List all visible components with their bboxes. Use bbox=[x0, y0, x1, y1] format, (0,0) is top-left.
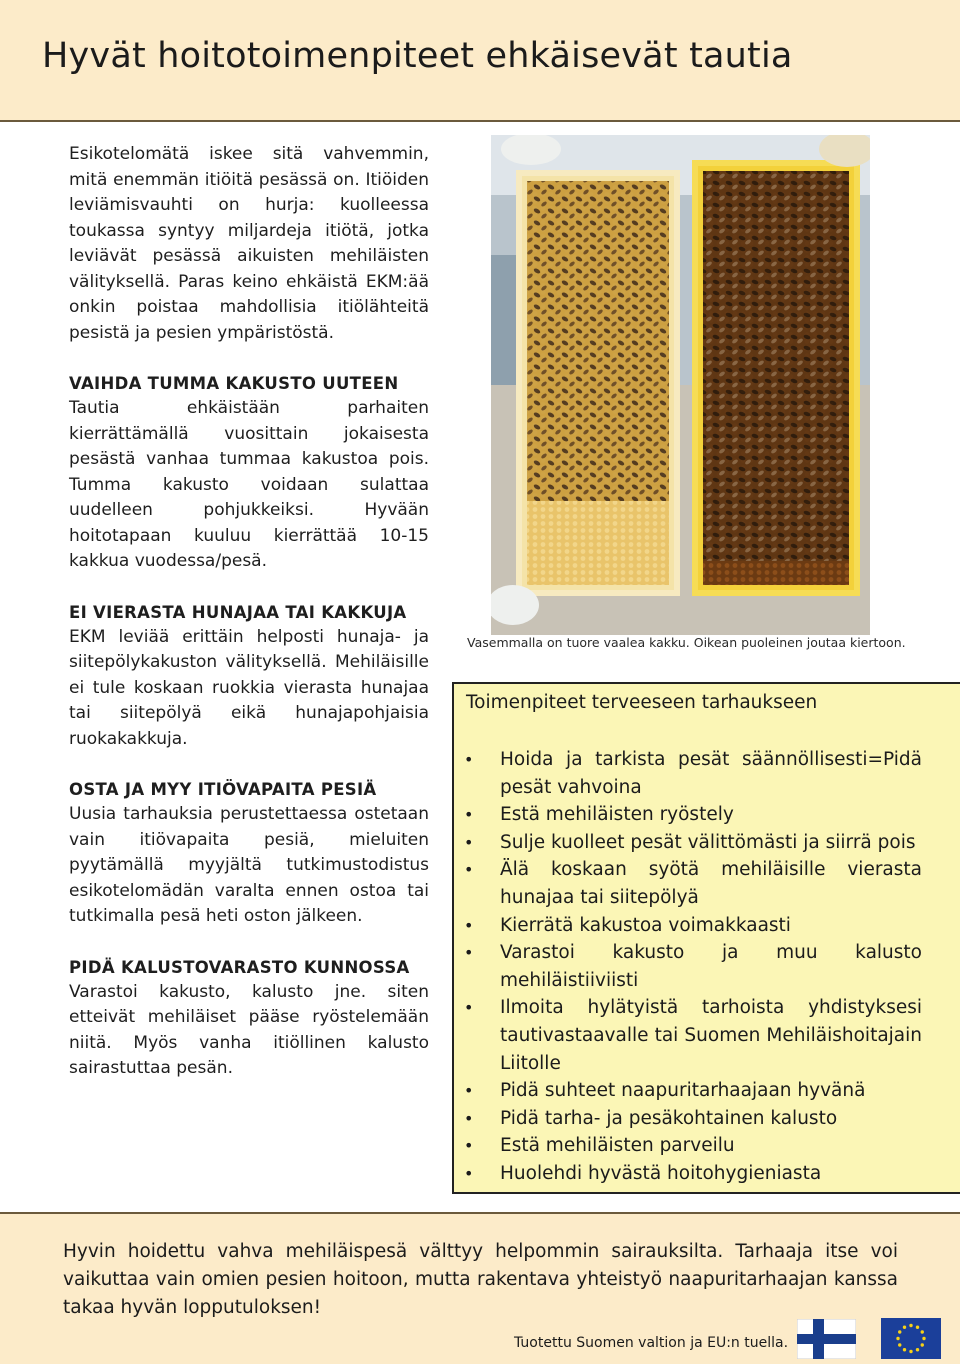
bullet-icon: • bbox=[464, 860, 474, 880]
eu-star-icon bbox=[903, 1348, 906, 1351]
eu-star-icon bbox=[896, 1337, 899, 1340]
section-spore-free bbox=[69, 777, 429, 930]
bullet-icon: • bbox=[464, 832, 474, 852]
list-item: • Huolehdi hyvästä hoitohygieniasta bbox=[464, 1160, 922, 1188]
section-text: Tautia ehkäistään parhaiten kierrättämällä vuosittain jokaisesta pesästä vanhaa tummaa kakustoa pois. Tumma kakusto voidaan sulattaa uudelleen pohjukkeiksi. Hyvään hoitotapaan kuuluu kierrättää 10-15 kakkua vuodessa/pesä. bbox=[69, 398, 429, 571]
eu-flag-icon bbox=[881, 1318, 941, 1359]
bullet-icon: • bbox=[464, 1081, 474, 1101]
list-item: • Hoida ja tarkista pesät säännöllisesti=Pidä pesät vahvoina bbox=[464, 746, 922, 801]
eu-star-icon bbox=[898, 1330, 901, 1333]
section-text: EKM leviää erittäin helposti hunaja- ja siitepölykakuston välityksellä. Mehiläisille ei tule koskaan ruokkia vierasta hunajaa tai siitepölyä eikä hunajapohjaisia ruokakakkuja. bbox=[69, 626, 429, 749]
bullet-icon: • bbox=[464, 915, 474, 935]
honeycomb-photo bbox=[491, 135, 870, 635]
list-item: • Pidä tarha- ja pesäkohtainen kalusto bbox=[464, 1105, 922, 1133]
section-text: Uusia tarhauksia perustettaessa ostetaan vain itiövapaita pesiä, mieluiten pyytämällä myyjältä tutkimustodistus esikotelomädän varalta ennen ostoa tai tutkimalla pesä heti oston jälkeen. bbox=[69, 804, 429, 926]
measures-box bbox=[452, 682, 960, 1194]
left-column bbox=[69, 142, 429, 1082]
eu-star-icon bbox=[903, 1326, 906, 1329]
eu-star-icon bbox=[921, 1330, 924, 1333]
section-text: Varastoi kakusto, kalusto jne. siten etteivät mehiläiset pääse ryöstelemään niitä. Myös vanha itiöllinen kalusto sairastuttaa pesän. bbox=[69, 981, 429, 1078]
section-dark-comb bbox=[69, 371, 429, 575]
eu-star-icon bbox=[909, 1350, 912, 1353]
eu-star-icon bbox=[909, 1324, 912, 1327]
eu-star-icon bbox=[916, 1326, 919, 1329]
bullet-icon: • bbox=[464, 805, 474, 825]
list-item: • Sulje kuolleet pesät välittömästi ja siirrä pois bbox=[464, 829, 922, 857]
list-item: • Ilmoita hylätyistä tarhoista yhdistyksesi tautivastaavalle tai Suomen Mehiläishoitajain Liitolle bbox=[464, 994, 922, 1077]
page-footer bbox=[0, 1212, 960, 1364]
eu-star-icon bbox=[898, 1343, 901, 1346]
eu-star-icon bbox=[916, 1348, 919, 1351]
list-item: • Pidä suhteet naapuritarhaajaan hyvänä bbox=[464, 1077, 922, 1105]
bullet-icon: • bbox=[464, 1108, 474, 1128]
eu-star-icon bbox=[921, 1343, 924, 1346]
bullet-icon: • bbox=[464, 943, 474, 963]
section-heading: OSTA JA MYY ITIÖVAPAITA PESIÄ bbox=[69, 780, 377, 799]
section-no-foreign-honey bbox=[69, 600, 429, 753]
finland-flag-icon bbox=[797, 1319, 856, 1359]
footer-message: Hyvin hoidettu vahva mehiläispesä välttyy helpommin sairauksilta. Tarhaaja itse voi vaikuttaa vain omien pesien hoitoon, mutta rakentava yhteistyö naapuritarhaajan kanssa takaa hyvän lopputuloksen! bbox=[63, 1241, 898, 1318]
measures-list bbox=[464, 746, 922, 1188]
page-header bbox=[0, 0, 960, 122]
list-item: • Älä koskaan syötä mehiläisille vierasta hunajaa tai siitepölyä bbox=[464, 856, 922, 911]
photo-caption: Vasemmalla on tuore vaalea kakku. Oikean puoleinen joutaa kiertoon. bbox=[467, 635, 906, 650]
bullet-icon: • bbox=[464, 998, 474, 1018]
bullet-icon: • bbox=[464, 1136, 474, 1156]
section-storage bbox=[69, 955, 429, 1082]
section-heading: EI VIERASTA HUNAJAA TAI KAKKUJA bbox=[69, 602, 407, 622]
funding-note: Tuotettu Suomen valtion ja EU:n tuella. bbox=[514, 1335, 789, 1351]
section-heading: PIDÄ KALUSTOVARASTO KUNNOSSA bbox=[69, 957, 410, 977]
bullet-icon: • bbox=[464, 750, 474, 769]
bullet-icon: • bbox=[464, 1163, 474, 1183]
section-heading: VAIHDA TUMMA KAKUSTO UUTEEN bbox=[69, 374, 399, 393]
list-item: • Estä mehiläisten parveilu bbox=[464, 1132, 922, 1160]
list-item: • Kierrätä kakustoa voimakkaasti bbox=[464, 912, 922, 940]
list-item: • Varastoi kakusto ja muu kalusto mehiläistiiviisti bbox=[464, 939, 922, 994]
intro-paragraph: Esikotelomätä iskee sitä vahvemmin, mitä enemmän itiöitä pesässä on. Itiöiden leviämisvauhti on hurja: kuolleessa toukassa syntyy miljardeja itiötä, jotka leviävät pesässä aikuisten mehiläisten välityksellä. Paras keino ehkäistä EKM:ää onkin poistaa mahdollisia itiölähteitä pesistä ja pesien ympäristöstä. bbox=[69, 144, 429, 343]
page-title: Hyvät hoitotoimenpiteet ehkäisevät tautia bbox=[42, 36, 793, 76]
list-item: • Estä mehiläisten ryöstely bbox=[464, 801, 922, 829]
honeycomb-frames-image bbox=[491, 135, 870, 635]
eu-star-icon bbox=[922, 1337, 925, 1340]
box-title: Toimenpiteet terveeseen tarhaukseen bbox=[466, 692, 818, 713]
